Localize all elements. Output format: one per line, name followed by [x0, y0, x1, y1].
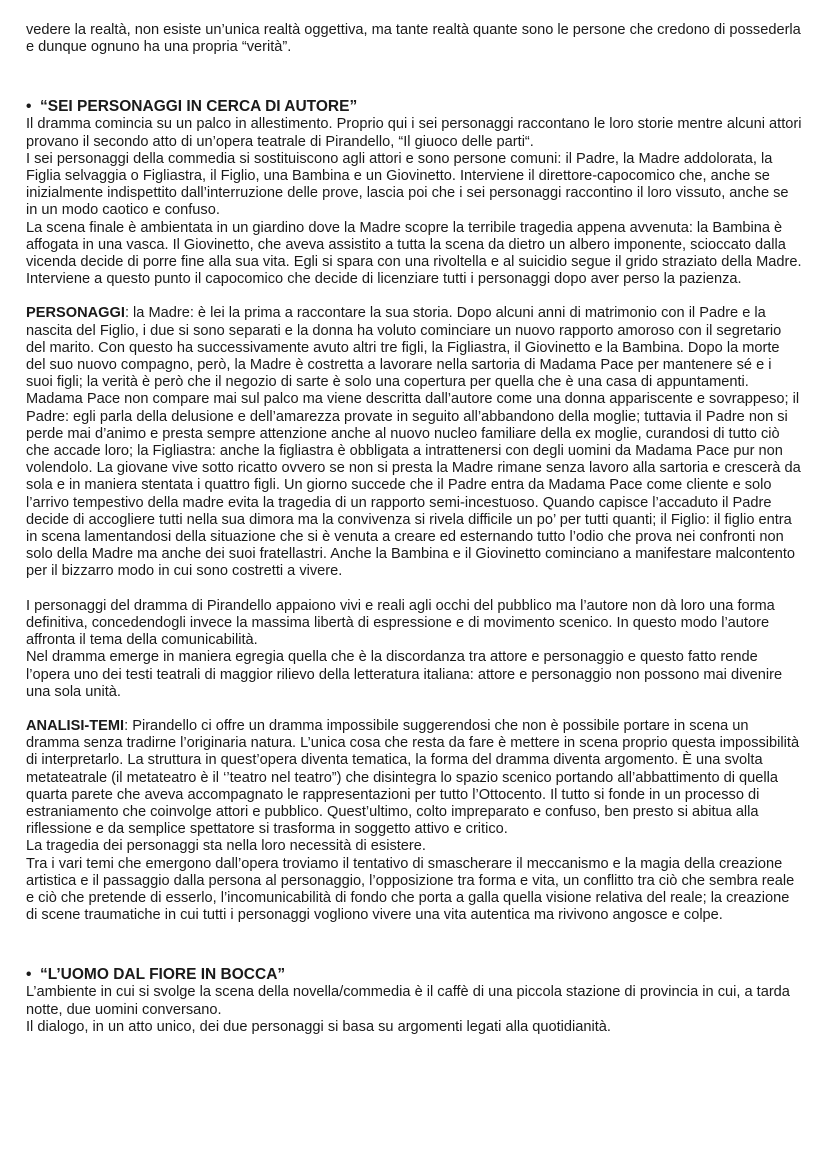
paragraph	[26, 305, 802, 580]
section-personaggi	[26, 305, 802, 580]
paragraph: I sei personaggi della commedia si sostituiscono agli attori e sono persone comuni: il Padre, la Madre addolorata, la Figlia selvaggia o Figliastra, il Figlio, una Bambina e un Giovinetto. Interviene il direttore-capocomico che, anche se inizialmente indispettito dall’interruzione delle prove, lascia poi che i sei personaggi raccontino il loro vissuto, anche se in un modo caotico e confuso.	[26, 150, 789, 219]
paragraph: La scena finale è ambientata in un giardino dove la Madre scopre la terribile tragedia appena avvenuta: la Bambina è affogata in una vasca. Il Giovinetto, che aveva assistito a tutta la scena da dietro un albero imponente, scioccato dalla vicenda decide di porre fine alla sua vita. Egli si spara con una rivoltella e al suicidio segue il grido straziato della Madre.	[26, 219, 802, 271]
spacer	[26, 924, 802, 966]
spacer	[26, 288, 802, 305]
section-heading-sei-personaggi	[26, 98, 802, 116]
spacer	[26, 701, 802, 718]
paragraph: La tragedia dei personaggi sta nella loro necessità di esistere.	[26, 838, 426, 855]
paragraph: Interviene a questo punto il capocomico che decide di licenziare tutti i personaggi dopo aver perso la pazienza.	[26, 271, 742, 288]
section-heading-uomo-fiore	[26, 966, 802, 984]
section-sei-personaggi	[26, 98, 802, 288]
section-analisi-temi	[26, 718, 802, 924]
paragraph: L’ambiente in cui si svolge la scena della novella/commedia è il caffè di una piccola stazione di provincia in cui, a tarda notte, due uomini conversano.	[26, 984, 790, 1018]
analisi-text: : Pirandello ci offre un dramma impossibile suggerendosi che non è possibile portare in scena un dramma senza tradirne l’originaria natura. L’unica cosa che resta da fare è mettere in scena proprio questa impossibilità di interpretarlo. La struttura in quest’opera diventa tematica, la forma del dramma diventa argomento. È una svolta metateatrale (il metateatro è il ‘’teatro nel teatro”) che disintegra lo spazio scenico portando all’abbattimento di quella quarta parete che aveva accompagnato le rappresentazioni per tutto l’Ottocento. Il tutto si fonde in un processo di estraniamento che coinvolge attori e pubblico. Quest’ultimo, colto impreparato e confuso, ben presto si abitua alla riflessione e da semplice spettatore si trasforma in soggetto attivo e critico.	[26, 717, 800, 838]
section-riflessione	[26, 598, 802, 701]
analisi-label: ANALISI-TEMI	[26, 717, 125, 734]
paragraph: Nel dramma emerge in maniera egregia quella che è la discordanza tra attore e personaggio e questo fatto rende l’opera uno dei testi teatrali di maggior rilievo della letteratura italiana: attore e personaggio non possono mai divenire una sola unità.	[26, 649, 783, 700]
paragraph: I personaggi del dramma di Pirandello appaiono vivi e reali agli occhi del pubblico ma l’autore non dà loro una forma definitiva, concedendogli invece la massima libertà di espressione e di movimento scenico. In questo modo l’autore affronta il tema della comunicabilità.	[26, 597, 775, 649]
paragraph	[26, 718, 802, 838]
heading-text: “L’UOMO DAL FIORE IN BOCCA”	[40, 966, 286, 984]
paragraph: Il dialogo, in un atto unico, dei due personaggi si basa su argomenti legati alla quotidianità.	[26, 1018, 611, 1035]
section-uomo-fiore	[26, 966, 802, 1036]
paragraph: Il dramma comincia su un palco in allestimento. Proprio qui i sei personaggi raccontano le loro storie mentre alcuni attori provano il secondo atto di un’opera teatrale di Pirandello, “Il giuoco delle parti“.	[26, 116, 802, 150]
spacer	[26, 581, 802, 598]
bullet-icon: •	[26, 966, 32, 984]
intro-paragraph: vedere la realtà, non esiste un’unica realtà oggettiva, ma tante realtà quante sono le persone che credono di possederla e dunque ognuno ha una propria “verità”.	[26, 22, 801, 56]
bullet-icon: •	[26, 98, 32, 116]
heading-text: “SEI PERSONAGGI IN CERCA DI AUTORE”	[40, 98, 358, 116]
personaggi-text: : la Madre: è lei la prima a raccontare la sua storia. Dopo alcuni anni di matrimonio con il Padre e la nascita del Figlio, i due si sono separati e la donna ha voluto cominciare un nuovo rapporto amoroso con il segretario del marito. Con questo ha successivamente avuto altri tre figli, la Figliastra, il Giovinetto e la Bambina. Dopo la morte del suo nuovo compagno, però, la Madre è costretta a lavorare nella sartoria di Madama Pace per mantenere sé e i suoi figli; la verità è però che il negozio di sarte è solo una copertura per quella che è una casa di appuntamenti. Madama Pace non compare mai sul palco ma viene descritta dall’autore come una donna appariscente e sovrappeso; il Padre: egli parla della delusione e dell’amarezza provate in seguito all’abbandono della moglie; tuttavia il Padre non si perde mai d’animo e presta sempre attenzione anche al nuovo nucleo familiare della ex moglie, curandosi di tutto ciò che accade loro; la Figliastra: anche la figliastra è obbligata a intrattenersi con degli uomini da Madama Pace pur non volendolo. La giovane vive sotto ricatto ovvero se non si presta la Madre rimane senza lavoro alla sartoria e crescerà da sola e in maniera stentata i quattro figli. Un giorno succede che il Padre entra da Madama Pace come cliente e solo l’arrivo tempestivo della madre evita la tragedia di un rapporto semi-incestuoso. Quando capisce l’accaduto il Padre decide di accogliere tutti nella sua dimora ma la convivenza si rivela difficile un po’ per tutti quanti; il Figlio: il figlio entra in scena lamentandosi della situazione che si è venuta a creare ed esternando tutto l’odio che prova nei confronti non solo della Madre ma anche dei suoi fratellastri. Anche la Bambina e il Giovinetto cominciano a manifestare malcontento per il bizzarro modo in cui sono costretti a vivere.	[26, 305, 801, 580]
personaggi-label: PERSONAGGI	[26, 305, 125, 322]
paragraph: Tra i vari temi che emergono dall’opera troviamo il tentativo di smascherare il meccanismo e la magia della creazione artistica e il passaggio dalla persona al personaggio, l’opposizione tra forma e vita, un conflitto tra ciò che sembra reale e ciò che pretende di esserlo, l’incomunicabilità di fondo che porta a galla quella visione relativa del reale; la creazione di scene traumatiche in cui tutti i personaggi vogliono vivere una vita autentica ma rivivono angosce e colpe.	[26, 855, 795, 924]
spacer	[26, 56, 802, 98]
